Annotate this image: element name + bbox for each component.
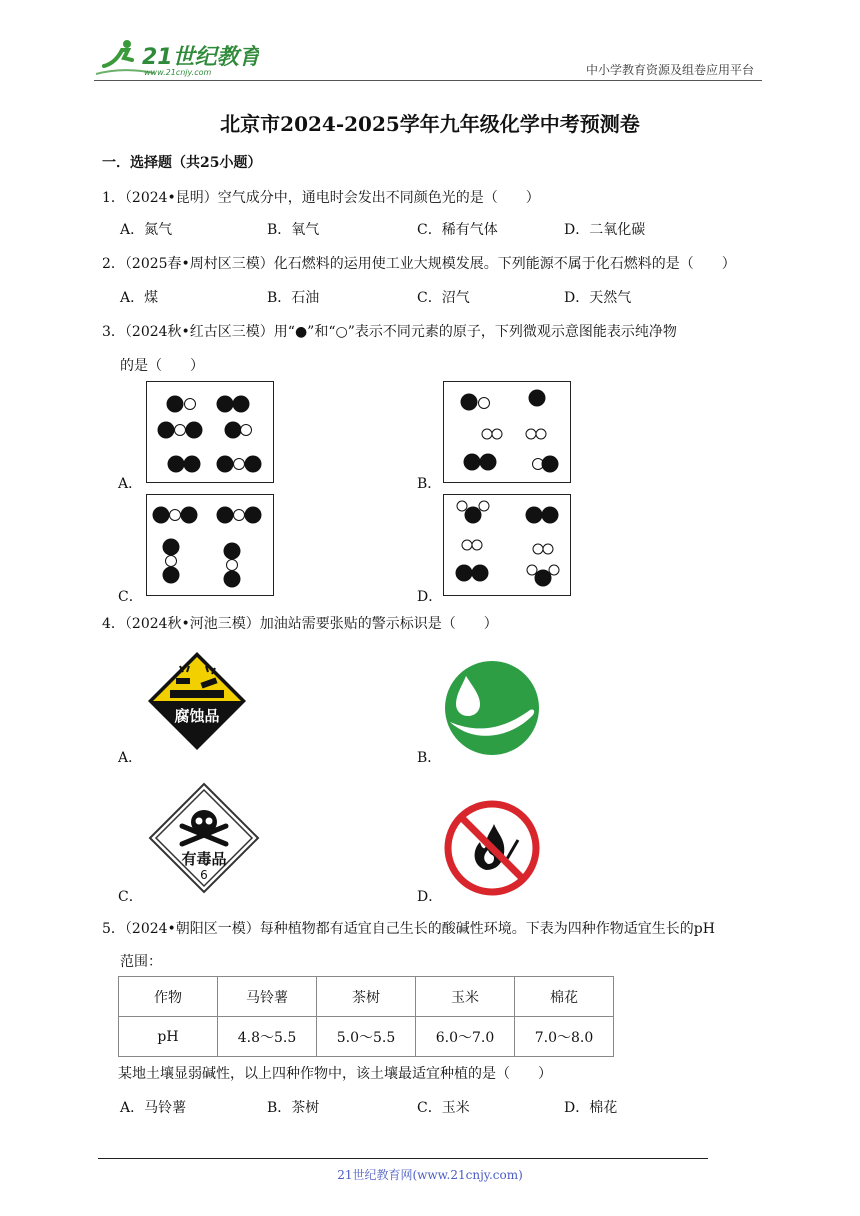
question-2-option-c: C．沼气: [417, 290, 470, 306]
question-1-option-c: C．稀有气体: [417, 222, 498, 238]
molecule-diagram-b: [443, 381, 571, 483]
question-5-stem-line2: 范围：: [120, 954, 162, 970]
table-cell: pH: [119, 1017, 218, 1057]
question-2-option-b: B．石油: [267, 290, 320, 306]
question-5-option-a: A．马铃薯: [120, 1100, 187, 1116]
question-5-option-c: C．玉米: [417, 1100, 470, 1116]
question-1-option-b: B．氧气: [267, 222, 320, 238]
question-4-option-a: A．: [118, 750, 143, 766]
toxic-sign-icon: [148, 782, 260, 894]
water-saving-sign-icon: [444, 660, 540, 756]
corrosive-sign-icon: [146, 650, 248, 752]
site-logo: [94, 36, 259, 78]
table-row: [119, 977, 614, 1017]
header-divider: [94, 80, 762, 81]
table-row: [119, 1017, 614, 1057]
question-4-option-d: D．: [417, 889, 443, 905]
molecule-diagram-d: [443, 494, 571, 596]
ph-range-table: [118, 976, 614, 1057]
section-heading: 一．选择题（共25小题）: [102, 155, 262, 171]
question-3-stem-line2: 的是（ ）: [120, 358, 204, 374]
question-2-option-d: D．天然气: [564, 290, 632, 306]
question-4-stem: 4．（2024秋•河池三模）加油站需要张贴的警示标识是（ ）: [102, 616, 498, 632]
logo-text: 21世纪教育: [142, 45, 259, 70]
footer-link[interactable]: 21世纪教育网(www.21cnjy.com): [337, 1168, 523, 1182]
question-3-option-c: C．: [118, 589, 143, 605]
question-2-option-a: A．煤: [120, 290, 159, 306]
table-cell: 6.0～7.0: [416, 1017, 515, 1057]
molecule-diagram-a: [146, 381, 274, 483]
exam-title: 北京市2024-2025学年九年级化学中考预测卷: [220, 112, 640, 136]
footer-divider: [98, 1158, 708, 1159]
question-2-stem: 2．（2025春•周村区三模）化石燃料的运用使工业大规模发展。下列能源不属于化石燃料的是（ ）: [102, 256, 736, 272]
table-cell: 棉花: [515, 977, 614, 1017]
no-fire-sign-icon: [444, 800, 540, 896]
table-cell: 玉米: [416, 977, 515, 1017]
question-3-stem-line1: 3．（2024秋•红古区三模）用“●”和“○”表示不同元素的原子，下列微观示意图能表示纯净物: [102, 324, 677, 340]
question-4-option-c: C．: [118, 889, 143, 905]
toxic-sign-class-number: 6: [200, 868, 208, 882]
question-5-option-b: B．茶树: [267, 1100, 320, 1116]
table-cell: 5.0～5.5: [317, 1017, 416, 1057]
question-5-stem-line1: 5．（2024•朝阳区一模）每种植物都有适宜自己生长的酸碱性环境。下表为四种作物适宜生长的pH: [102, 921, 715, 937]
question-3-option-a: A．: [118, 476, 143, 492]
question-3-option-b: B．: [417, 476, 442, 492]
table-cell: 马铃薯: [218, 977, 317, 1017]
question-3-option-d: D．: [417, 589, 443, 605]
question-1-option-a: A．氮气: [120, 222, 173, 238]
molecule-diagram-c: [146, 494, 274, 596]
table-cell: 4.8～5.5: [218, 1017, 317, 1057]
question-5-option-d: D．棉花: [564, 1100, 618, 1116]
question-4-option-b: B．: [417, 750, 442, 766]
corrosive-sign-label: 腐蚀品: [174, 707, 220, 725]
question-5-followup: 某地土壤显弱碱性，以上四种作物中，该土壤最适宜种植的是（ ）: [118, 1066, 552, 1082]
logo-url: www.21cnjy.com: [144, 68, 212, 77]
header-platform-text: 中小学教育资源及组卷应用平台: [585, 63, 754, 77]
question-1-stem: 1．（2024•昆明）空气成分中，通电时会发出不同颜色光的是（ ）: [102, 190, 540, 206]
toxic-sign-label: 有毒品: [181, 850, 227, 868]
table-cell: 茶树: [317, 977, 416, 1017]
question-1-option-d: D．二氧化碳: [564, 222, 646, 238]
table-cell: 作物: [119, 977, 218, 1017]
table-cell: 7.0～8.0: [515, 1017, 614, 1057]
